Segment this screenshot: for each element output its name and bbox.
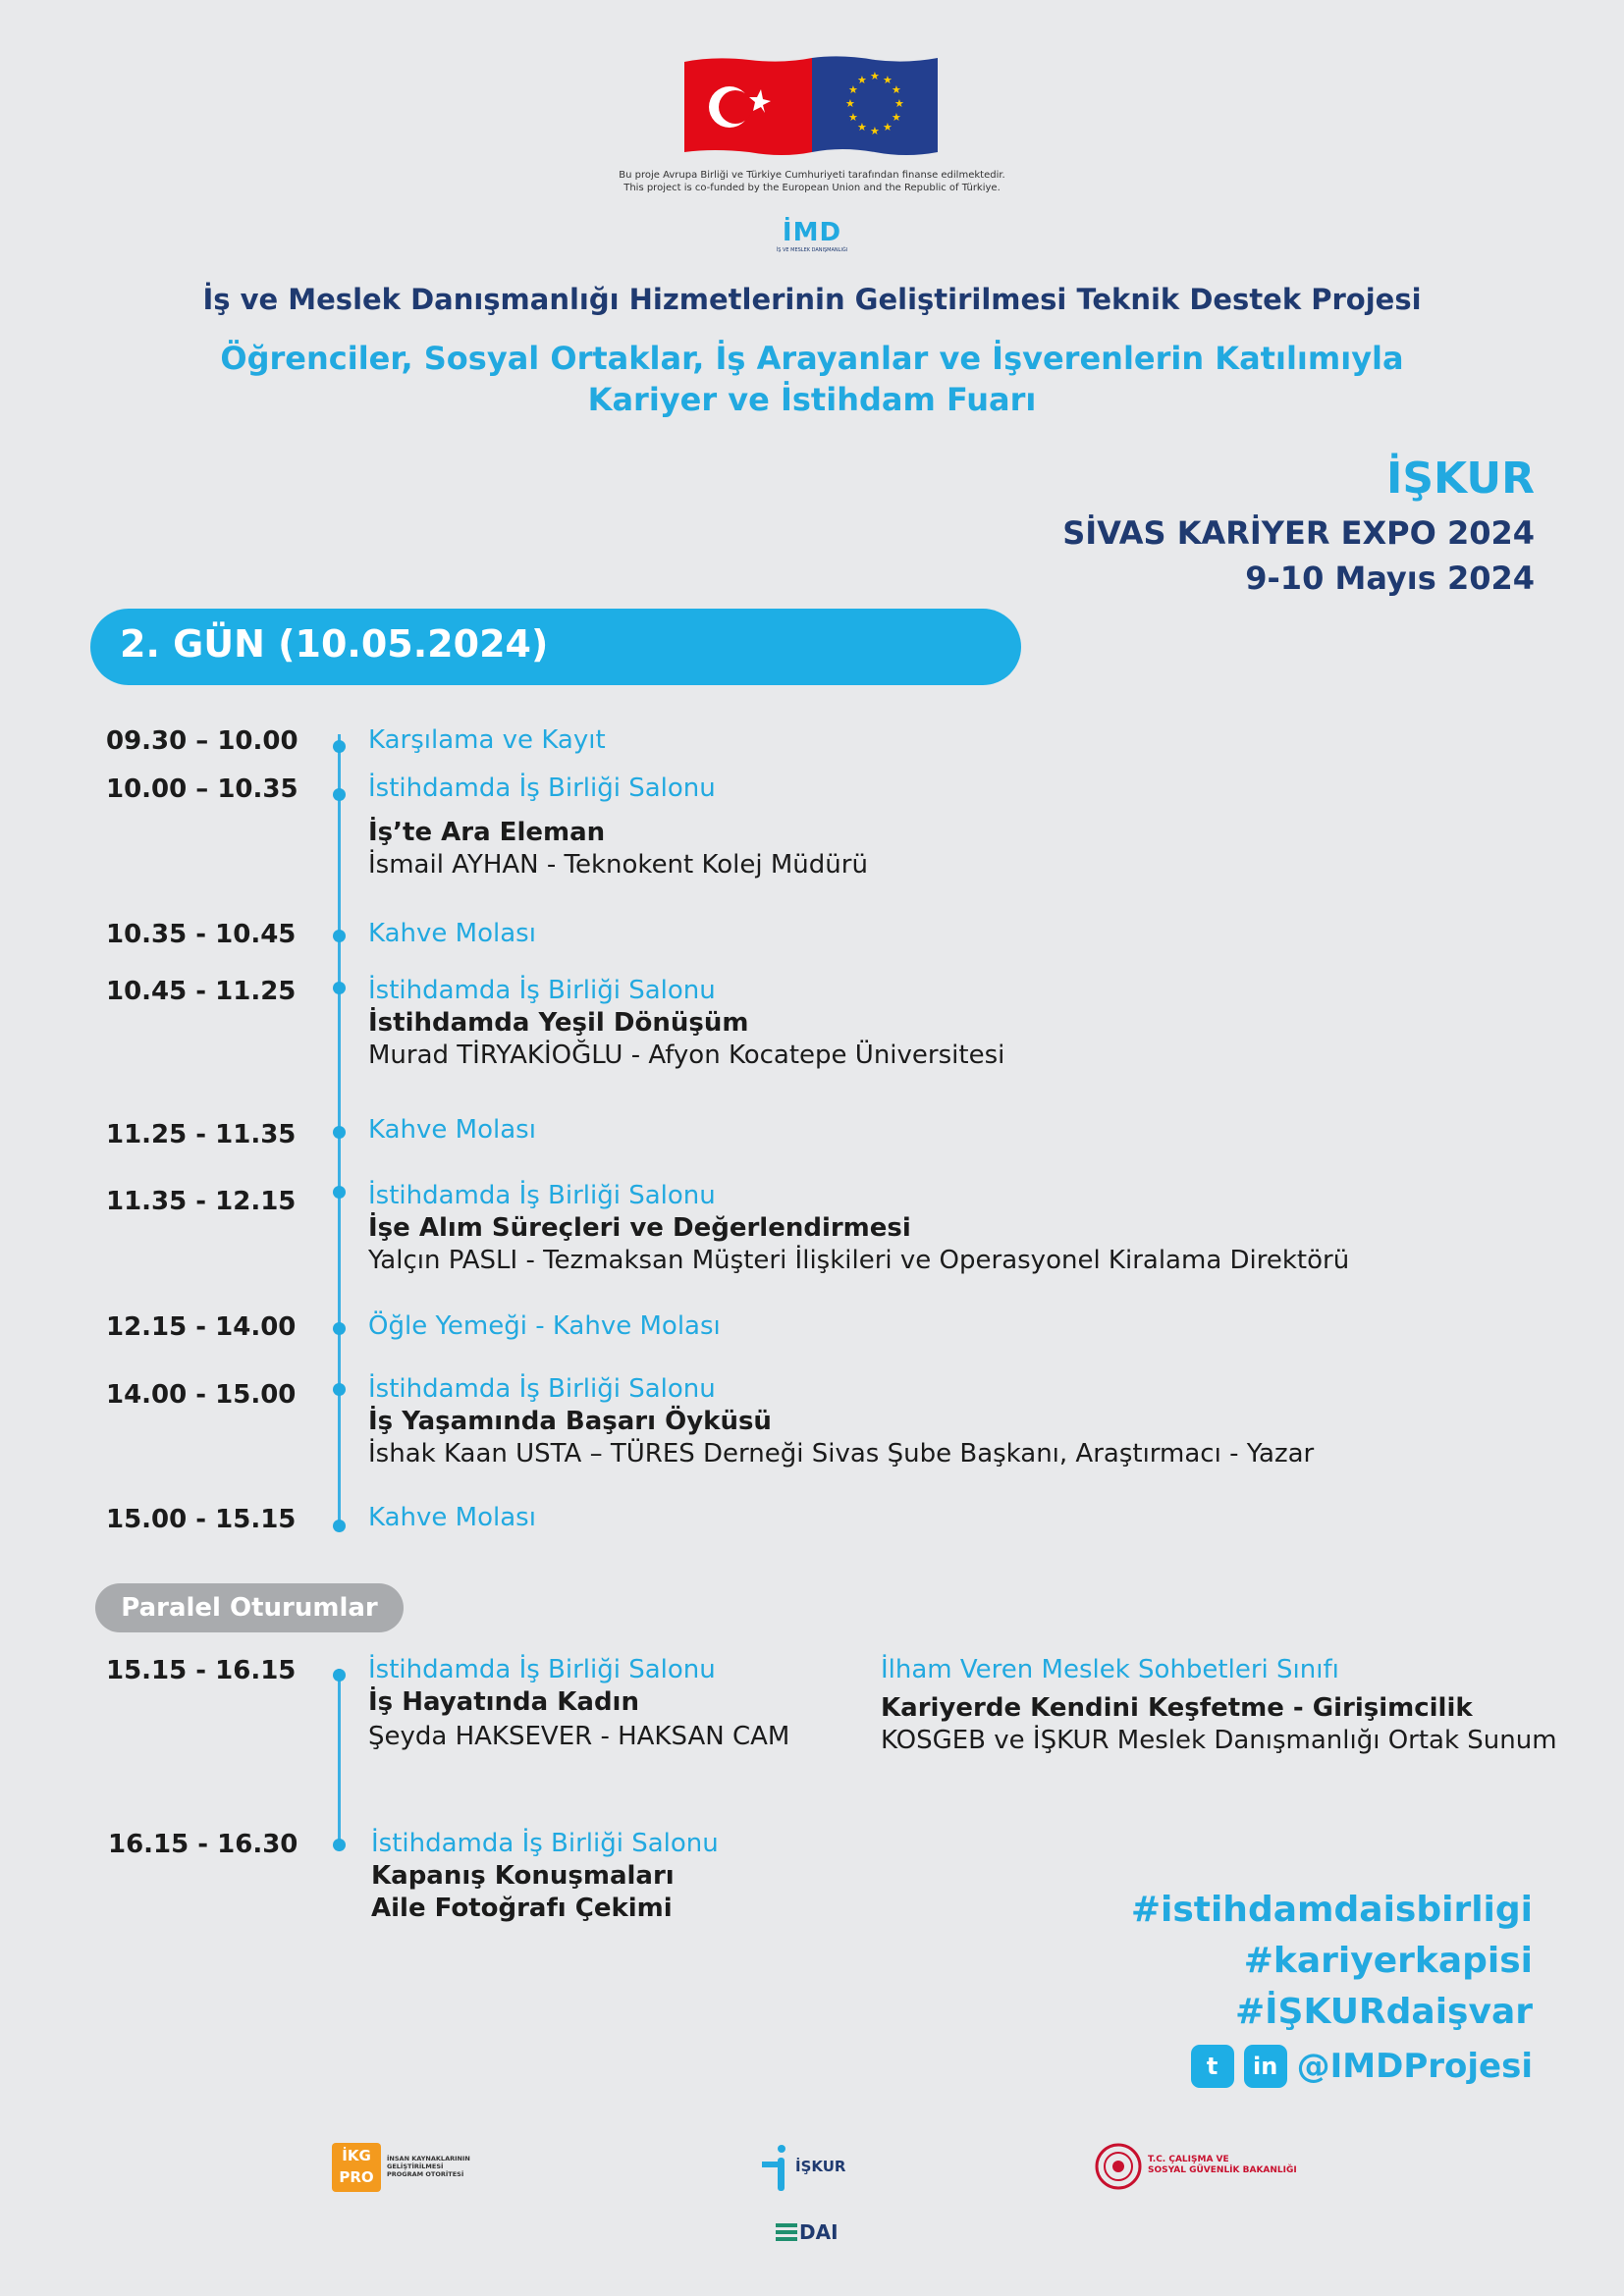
timeline-dot [333, 930, 346, 942]
fair-subtitle [0, 338, 1624, 420]
ministry-text-1: T.C. ÇALIŞMA VE [1148, 2155, 1229, 2164]
timeline-dot [333, 1520, 346, 1532]
day-banner [90, 609, 1021, 685]
hashtag[interactable]: #kariyerkapisi [1243, 1941, 1533, 1981]
day-label: 2. GÜN (10.05.2024) [120, 622, 549, 666]
social-links [1191, 2044, 1533, 2089]
timeline-dot [333, 1669, 346, 1682]
subtitle-line-2: Kariyer ve İstihdam Fuarı [587, 381, 1037, 418]
funding-tr: Bu proje Avrupa Birliği ve Türkiye Cumhuriyeti tarafından finanse edilmektedir. [619, 170, 1005, 181]
schedule-item [368, 1310, 721, 1343]
schedule-item [368, 1114, 536, 1147]
time-slot: 10.00 – 10.35 [106, 774, 298, 804]
hashtag[interactable]: #İŞKURdaişvar [1234, 1992, 1533, 2032]
ikg-pro-logo [332, 2143, 479, 2192]
timeline-dot [333, 1839, 346, 1851]
session-location: İstihdamda İş Birliği Salonu [368, 1374, 716, 1404]
parallel-session-left [368, 1654, 789, 1753]
social-handle[interactable]: @IMDProjesi [1296, 2047, 1533, 2086]
ikg-pro-text-1: İNSAN KAYNAKLARININ [387, 2155, 470, 2163]
svg-text:★: ★ [845, 97, 855, 110]
timeline-dot [333, 788, 346, 801]
ikg-pro-badge: İKG PRO [332, 2143, 381, 2192]
time-slot: 15.15 - 16.15 [106, 1656, 297, 1685]
time-slot: 16.15 - 16.30 [108, 1830, 298, 1859]
ikg-pro-text-3: PROGRAM OTORİTESİ [387, 2170, 464, 2178]
dai-logo-text: DAI [799, 2220, 839, 2244]
session-speaker: Yalçın PASLI - Tezmaksan Müşteri İlişkileri ve Operasyonel Kiralama Direktörü [368, 1246, 1350, 1275]
funding-statement [511, 169, 1113, 194]
svg-text:★: ★ [857, 74, 867, 86]
svg-text:★: ★ [848, 111, 858, 124]
ministry-seal-icon [1095, 2143, 1142, 2190]
svg-text:★: ★ [870, 125, 880, 137]
closing-line-2: Aile Fotoğrafı Çekimi [371, 1894, 673, 1923]
parallel-sessions-pill [95, 1583, 404, 1632]
dai-logo [776, 2220, 854, 2244]
parallel-session-right [881, 1654, 1557, 1757]
timeline-dot [333, 740, 346, 753]
dai-stripes-icon [776, 2223, 797, 2241]
hashtag[interactable]: #istihdamdaisbirligi [1130, 1890, 1533, 1930]
session-location: İstihdamda İş Birliği Salonu [368, 1655, 716, 1684]
time-slot: 11.25 - 11.35 [106, 1120, 297, 1149]
timeline-dot [333, 1383, 346, 1396]
session-title: İşe Alım Süreçleri ve Değerlendirmesi [368, 1213, 911, 1243]
session-speaker: İsmail AYHAN - Teknokent Kolej Müdürü [368, 850, 868, 880]
schedule-item [368, 773, 868, 881]
time-slot: 14.00 - 15.00 [106, 1380, 297, 1410]
schedule-item [368, 1502, 536, 1534]
svg-text:★: ★ [892, 111, 901, 124]
time-slot: 10.35 - 10.45 [106, 920, 297, 949]
svg-text:★: ★ [848, 83, 858, 96]
session-title: İş’te Ara Eleman [368, 818, 606, 847]
imd-logo-sub: İŞ VE MESLEK DANIŞMANLIĞI [776, 247, 848, 253]
timeline-dot [333, 1322, 346, 1335]
svg-text:★: ★ [883, 74, 893, 86]
linkedin-icon[interactable]: in [1244, 2045, 1287, 2088]
event-organizer: İŞKUR [1386, 454, 1535, 504]
time-slot: 10.45 - 11.25 [106, 977, 297, 1006]
time-slot: 11.35 - 12.15 [106, 1187, 297, 1216]
timeline-line-parallel [338, 1669, 341, 1843]
timeline-line [338, 734, 341, 1529]
session-location: İlham Veren Meslek Sohbetleri Sınıfı [881, 1655, 1339, 1684]
session-speaker: Murad TİRYAKİOĞLU - Afyon Kocatepe Üniversitesi [368, 1041, 1005, 1070]
svg-text:★: ★ [892, 83, 901, 96]
schedule-item [368, 1180, 1349, 1277]
session-location: İstihdamda İş Birliği Salonu [368, 976, 716, 1005]
funding-en: This project is co-funded by the European Union and the Republic of Türkiye. [623, 183, 1001, 193]
session-location: İstihdamda İş Birliği Salonu [371, 1829, 719, 1858]
subtitle-line-1: Öğrenciler, Sosyal Ortaklar, İş Arayanlar ve İşverenlerin Katılımıyla [220, 340, 1404, 377]
session-location: İstihdamda İş Birliği Salonu [368, 1181, 716, 1210]
event-dates: 9-10 Mayıs 2024 [1245, 560, 1535, 597]
ikg-pro-text [387, 2155, 470, 2178]
svg-text:★: ★ [857, 121, 867, 133]
session-location: Kahve Molası [368, 919, 536, 948]
imd-logo [766, 218, 858, 263]
project-title: İş ve Meslek Danışmanlığı Hizmetlerinin Geliştirilmesi Teknik Destek Projesi [202, 283, 1422, 316]
closing-line-1: Kapanış Konuşmaları [371, 1861, 675, 1891]
closing-session [371, 1828, 719, 1925]
iskur-logo-text: İŞKUR [795, 2158, 846, 2175]
event-name: SİVAS KARİYER EXPO 2024 [1062, 514, 1535, 552]
schedule-item [368, 975, 1004, 1072]
ministry-logo [1095, 2143, 1311, 2192]
session-location: Kahve Molası [368, 1115, 536, 1145]
time-slot: 09.30 – 10.00 [106, 726, 298, 756]
session-location: Kahve Molası [368, 1503, 536, 1532]
ministry-text-2: SOSYAL GÜVENLİK BAKANLIĞI [1148, 2165, 1297, 2175]
iskur-logo [762, 2144, 870, 2193]
timeline-dot [333, 1186, 346, 1199]
iskur-mark-icon [762, 2144, 795, 2193]
session-speaker: Şeyda HAKSEVER - HAKSAN CAM [368, 1722, 790, 1751]
turkey-eu-flags [684, 56, 938, 156]
session-location: İstihdamda İş Birliği Salonu [368, 774, 716, 803]
session-speaker: İshak Kaan USTA – TÜRES Derneği Sivas Şube Başkanı, Araştırmacı - Yazar [368, 1439, 1315, 1468]
hashtags [1131, 1885, 1533, 2038]
session-title: İstihdamda Yeşil Dönüşüm [368, 1008, 749, 1038]
session-speaker: KOSGEB ve İŞKUR Meslek Danışmanlığı Ortak Sunum [881, 1726, 1557, 1755]
session-title: İş Yaşamında Başarı Öyküsü [368, 1407, 772, 1436]
imd-logo-text: İMD [782, 218, 842, 247]
session-location: Öğle Yemeği - Kahve Molası [368, 1311, 721, 1341]
svg-text:★: ★ [883, 121, 893, 133]
session-location: Karşılama ve Kayıt [368, 725, 606, 755]
time-slot: 12.15 - 14.00 [106, 1312, 297, 1342]
session-title: İş Hayatında Kadın [368, 1687, 639, 1717]
schedule-item [368, 918, 536, 950]
svg-text:★: ★ [870, 70, 880, 82]
svg-text:★: ★ [894, 97, 904, 110]
schedule-item [368, 724, 606, 757]
timeline-dot [333, 982, 346, 994]
parallel-sessions-label: Paralel Oturumlar [121, 1593, 378, 1623]
twitter-icon[interactable]: t [1191, 2045, 1234, 2088]
time-slot: 15.00 - 15.15 [106, 1505, 297, 1534]
session-title: Kariyerde Kendini Keşfetme - Girişimcilik [881, 1693, 1473, 1723]
timeline-dot [333, 1126, 346, 1139]
ikg-pro-text-2: GELİŞTİRİLMESİ [387, 2163, 444, 2170]
ministry-text [1148, 2155, 1297, 2176]
schedule-item [368, 1373, 1314, 1470]
